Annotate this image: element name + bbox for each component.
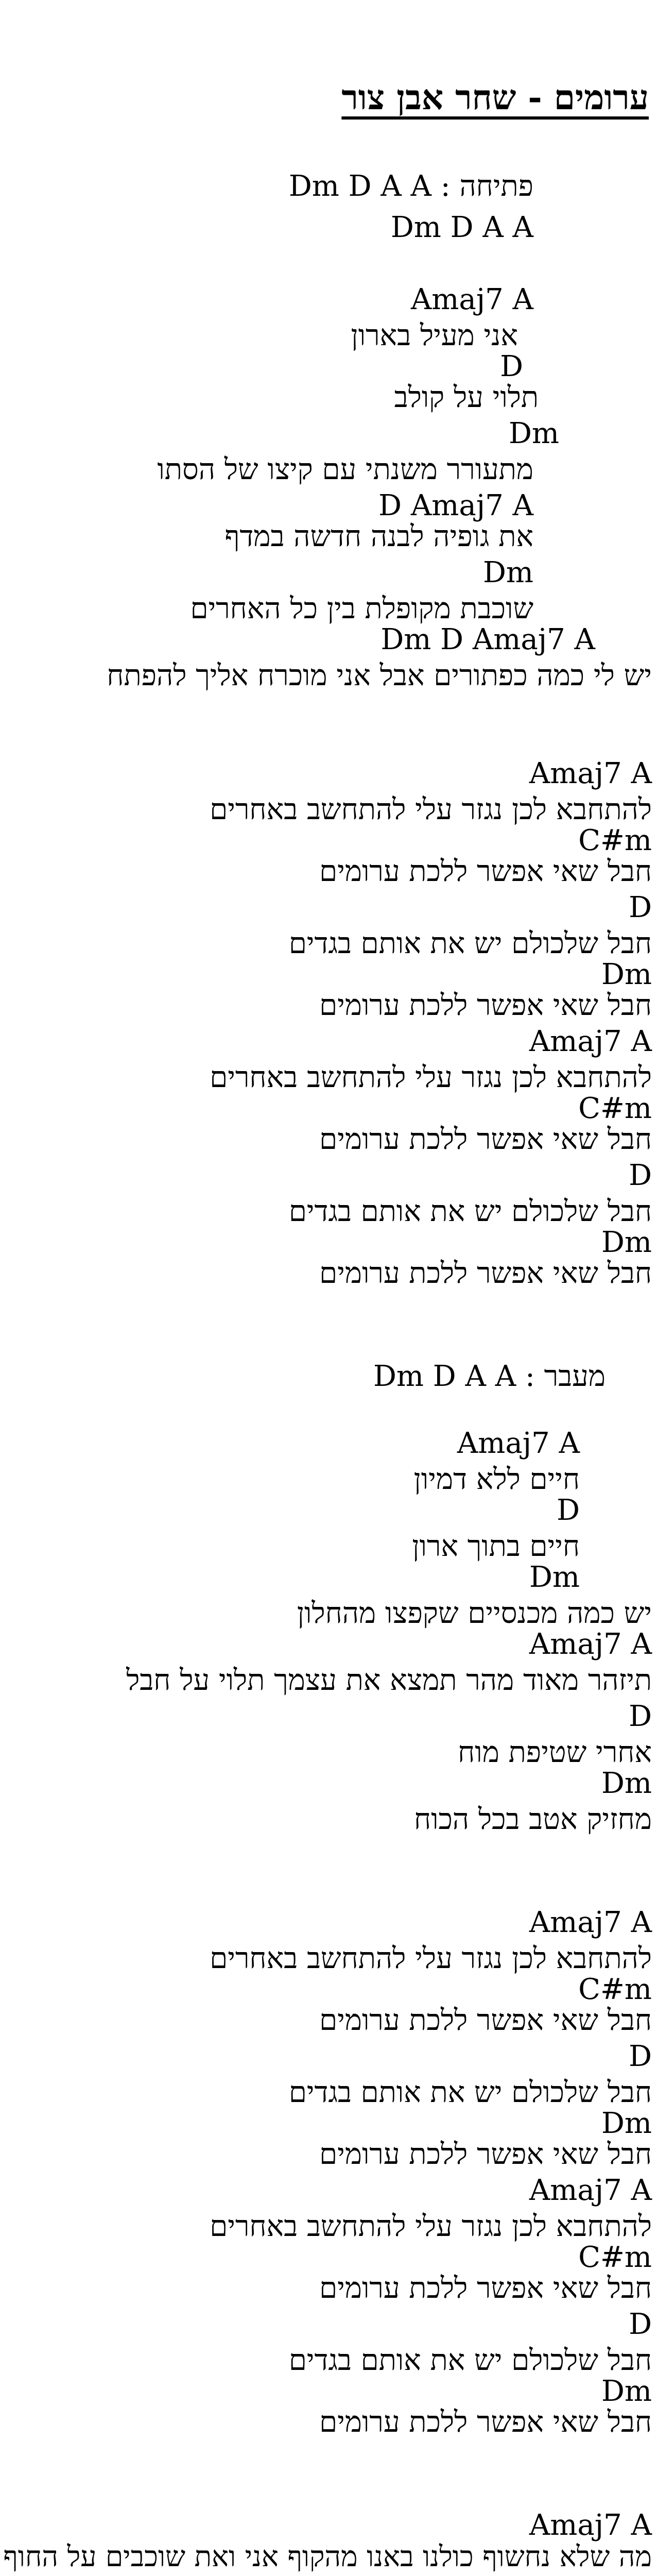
chord-line: Dm (601, 1226, 652, 1259)
lyric-line: להתחבא לכן נגזר עלי להתחשב באחרים (210, 793, 652, 826)
chord-line: Dm (509, 417, 559, 450)
chord-line: D (629, 1159, 652, 1192)
lyric-line: מתעורר משנתי עם קיצו של הסתו (157, 453, 533, 486)
lyric-line: חבל שאי אפשר ללכת ערומים (319, 2272, 652, 2305)
chord-line: Dm (483, 556, 533, 589)
lyric-line: חבל שאי אפשר ללכת ערומים (319, 855, 652, 888)
chord-line: C#m (578, 1973, 652, 2006)
lyric-line: תיזהר מאוד מהר תמצא את עצמך תלוי על חבל (126, 1664, 652, 1697)
chord-line: Amaj7 A (529, 2509, 652, 2542)
chord-line: Amaj7 A (529, 1906, 652, 1939)
chord-line: Dm D Amaj7 A (381, 623, 595, 656)
lyric-line: תלוי על קולב (394, 381, 539, 414)
lyric-line: חבל שאי אפשר ללכת ערומים (319, 2138, 652, 2171)
lyric-line: להתחבא לכן נגזר עלי להתחשב באחרים (210, 1061, 652, 1094)
lyric-line: חיים בתוך ארון (412, 1530, 580, 1563)
chord-line: Amaj7 A (410, 283, 533, 316)
chord-line: Amaj7 A (457, 1427, 580, 1460)
chord-line: Dm (601, 2375, 652, 2408)
chord-line: D (629, 1700, 652, 1733)
chord-line: D (629, 2040, 652, 2073)
lyric-line: מחזיק אטב בכל הכוח (413, 1803, 652, 1836)
chord-line: D (629, 891, 652, 924)
lyric-line: חבל שלכולם יש את אותם בגדים (288, 2344, 652, 2377)
lyric-line: יש לי כמה כפתורים אבל אני מוכרח אליך להפתח (107, 659, 652, 692)
lyric-line: יש כמה מכנסיים שקפצו מהחלון (297, 1597, 652, 1630)
lyric-line: פתיחה : Dm D A A (288, 170, 533, 203)
lyric-line: אני מעיל בארון (351, 319, 518, 352)
lyric-line: חבל שאי אפשר ללכת ערומים (319, 1123, 652, 1156)
chord-line: C#m (578, 1092, 652, 1125)
lyric-line: להתחבא לכן נגזר עלי להתחשב באחרים (210, 1942, 652, 1975)
chord-line: D (557, 1494, 580, 1527)
chord-line: Amaj7 A (529, 757, 652, 790)
lyric-line: חבל שאי אפשר ללכת ערומים (319, 2405, 652, 2439)
chord-line: Amaj7 A (529, 2174, 652, 2207)
lyric-line: אחרי שטיפת מוח (458, 1736, 652, 1769)
lyric-line: להתחבא לכן נגזר עלי להתחשב באחרים (210, 2210, 652, 2243)
chord-line: Dm D A A (390, 211, 533, 244)
chord-line: Dm (601, 958, 652, 991)
lyric-line: שוכבת מקופלת בין כל האחרים (190, 592, 533, 625)
song-title: ערומים - שחר אבן צור (341, 77, 649, 117)
chord-line: Dm (601, 2107, 652, 2140)
lyric-line: חיים ללא דמיון (413, 1463, 580, 1496)
lyric-line: חבל שלכולם יש את אותם בגדים (288, 927, 652, 960)
lyric-line: חבל שלכולם יש את אותם בגדים (288, 1195, 652, 1228)
chord-line: Dm (601, 1767, 652, 1800)
chord-line: C#m (578, 2241, 652, 2274)
chord-line: Amaj7 A (529, 1628, 652, 1661)
chord-line: D (500, 350, 523, 383)
lyric-line: חבל שאי אפשר ללכת ערומים (319, 1257, 652, 1290)
lyric-line: מה שלא נחשוף כולנו באנו מהקוף אני ואת שוכבים על החוף (3, 2540, 652, 2573)
lyric-line: חבל שאי אפשר ללכת ערומים (319, 2004, 652, 2037)
lyric-line: מעבר : Dm D A A (373, 1360, 606, 1393)
lyric-line: חבל שאי אפשר ללכת ערומים (319, 989, 652, 1022)
chord-line: C#m (578, 824, 652, 857)
chord-line: D (629, 2308, 652, 2341)
lyric-line: את גופיה לבנה חדשה במדף (224, 520, 533, 553)
chord-line: Dm (529, 1561, 580, 1594)
chord-line: Amaj7 A (529, 1025, 652, 1058)
chord-line: D Amaj7 A (378, 489, 533, 522)
lyric-line: חבל שלכולם יש את אותם בגדים (288, 2076, 652, 2109)
